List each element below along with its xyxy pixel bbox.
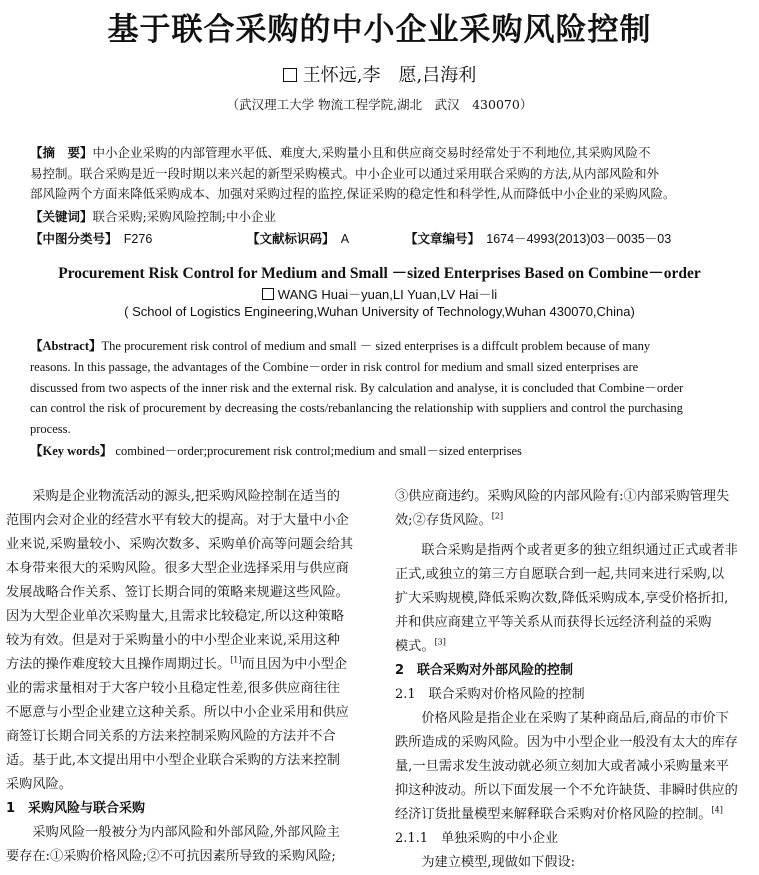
citation: [1] — [230, 655, 242, 665]
body-line: 量,一旦需求发生波动就必须立刻加大或者减小采购量来平 — [395, 759, 729, 774]
square-icon — [283, 68, 297, 82]
cn-keywords-label: 【关键词】 — [30, 209, 93, 224]
square-icon — [262, 288, 274, 300]
body-line: ③供应商违约。采购风险的内部风险有:①内部采购管理失 — [395, 489, 730, 504]
body-line: 为建立模型,现做如下假设: — [395, 855, 576, 870]
en-abstract-line-5: process. — [30, 422, 71, 437]
doc-code — [247, 229, 349, 247]
body-line: 商签订长期合同关系的方法来控制采购风险的方法并不合 — [6, 729, 336, 744]
body-line: 业来说,采购量较小、采购次数多、采购单价高等问题会给其 — [6, 537, 354, 552]
body-line — [6, 653, 376, 677]
author-line — [0, 61, 759, 87]
body-line: 抑这种波动。所以下面发展一个不允许缺货、非瞬时供应的 — [395, 783, 738, 798]
body-line-text: 模式。 — [395, 639, 435, 654]
en-keywords — [30, 441, 730, 462]
body-line: 要存在:①采购价格风险;②不可抗因素所导致的采购风险; — [6, 849, 336, 864]
cn-abstract-line-3: 部风险两个方面来降低采购成本、加强对采购过程的监控,保证采购的稳定性和科学性,从而降低中小企业的采购风险。 — [30, 186, 676, 201]
en-abstract-line-2: reasons. In this passage, the advantages of the Combine－order in risk control for medium and small sized enterprises are — [30, 359, 639, 374]
body-line: 跌所造成的采购风险。因为中小型企业一般没有太大的库存 — [395, 735, 738, 750]
cn-abstract — [30, 143, 730, 205]
affiliation: （武汉理工大学 物流工程学院,湖北 武汉 430070） — [226, 97, 533, 112]
cn-abstract-text-1: 中小企业采购的内部管理水平低、难度大,采购量小且和供应商交易时经常处于不利地位,其采购风险不 — [92, 145, 651, 160]
subsection-heading-2-1: 2.1 联合采购对价格风险的控制 — [395, 687, 585, 702]
section-heading-1: 1 采购风险与联合采购 — [6, 801, 146, 816]
body-line: 采购风险。 — [6, 777, 72, 792]
clc — [30, 229, 152, 247]
cn-abstract-label: 【摘 要】 — [30, 145, 93, 160]
clc-value: F276 — [123, 232, 153, 246]
article-no — [405, 229, 671, 247]
article-no-label: 【文章编号】 — [405, 231, 474, 246]
body-line: 本身带来很大的采购风险。很多大型企业选择采用与供应商 — [6, 561, 349, 576]
en-affiliation: ( School of Logistics Engineering,Wuhan University of Technology,Wuhan 430070,China) — [124, 304, 635, 319]
body-line: 不愿意与小型企业建立这种关系。所以中小企业采用和供应 — [6, 705, 349, 720]
en-keywords-text: combined－order;procurement risk control;medium and small－sized enterprises — [115, 444, 522, 458]
cn-abstract-line-2: 易控制。联合采购是近一段时期以来兴起的新型采购模式。中小企业可以通过采用联合采购的方法,从内部风险和外 — [30, 165, 659, 181]
body-line-text: 方法的操作难度较大且操作周期过长。 — [6, 657, 231, 672]
authors: 王怀远,李 愿,吕海利 — [302, 65, 477, 86]
en-abstract-line-4: can control the risk of procurement by decreasing the costs/rebanlancing the relationship with suppliers and control the purchasing — [30, 401, 683, 416]
paper-title: 基于联合采购的中小企业采购风险控制 — [107, 12, 652, 48]
article-no-value: 1674－4993(2013)03－0035－03 — [486, 232, 672, 246]
cn-keywords-text: 联合采购;采购风险控制;中小企业 — [92, 209, 276, 224]
citation: [4] — [711, 805, 723, 815]
cn-keywords — [30, 207, 730, 228]
cn-abstract-line-1 — [30, 143, 730, 164]
en-keywords-label: 【Key words】 — [30, 444, 113, 458]
en-title: Procurement Risk Control for Medium and Small －sized Enterprises Based on Combine－order — [58, 265, 701, 282]
body-line: 业的需求量相对于大客户较小且稳定性差,很多供应商往往 — [6, 681, 340, 696]
en-author-line — [0, 284, 759, 303]
body-left-column — [6, 485, 376, 869]
body-line: 价格风险是指企业在采购了某种商品后,商品的市价下 — [395, 711, 729, 726]
body-line: 范围内会对企业的经营水平有较大的提高。对于大量中小企 — [6, 513, 349, 528]
body-line: 适。基于此,本文提出用中小型企业联合采购的方法来控制 — [6, 753, 340, 768]
body-line: 发展战略合作关系、签订长期合同的策略来规避这些风险。 — [6, 585, 349, 600]
doc-code-value: A — [340, 232, 350, 246]
en-authors: WANG Huai－yuan,LI Yuan,LV Hai－li — [277, 287, 498, 302]
body-line — [395, 509, 755, 533]
doc-code-label: 【文献标识码】 — [247, 231, 329, 246]
body-line: 扩大采购规模,降低采购次数,降低采购成本,享受价格折扣, — [395, 591, 729, 606]
citation: [2] — [491, 511, 504, 521]
citation: [3] — [434, 637, 446, 647]
en-abstract-label: 【Abstract】 — [30, 339, 102, 353]
en-abstract — [30, 336, 730, 440]
body-line: 较为有效。但是对于采购量小的中小型企业来说,采用这种 — [6, 633, 340, 648]
body-line-text: 效;②存货风险。 — [395, 513, 492, 528]
body-line: 联合采购是指两个或者更多的独立组织通过正式或者非 — [395, 543, 738, 558]
body-line-text: 而且因为中小型企 — [241, 657, 348, 672]
en-abstract-text-1: The procurement risk control of medium and small － sized enterprises is a diffcult problem because of many — [101, 339, 651, 353]
body-line: 因为大型企业单次采购量大,且需求比较稳定,所以这种策略 — [6, 609, 345, 624]
en-abstract-line-3: discussed from two aspects of the inner risk and the external risk. By calculation and analyse, it is concluded that Combine－order — [30, 380, 684, 395]
body-line: 采购是企业物流活动的源头,把采购风险控制在适当的 — [6, 489, 340, 504]
subsection-heading-2-1-1: 2.1.1 单独采购的中小企业 — [395, 831, 559, 846]
body-line-text: 经济订货批量模型来解释联合采购对价格风险的控制。 — [395, 807, 712, 822]
body-line: 正式,或独立的第三方自愿联合到一起,共同来进行采购,以 — [395, 567, 725, 582]
body-right-column — [395, 485, 755, 875]
body-line: 并和供应商建立平等关系从而获得长远经济利益的采购 — [395, 615, 712, 630]
en-abstract-line-1 — [30, 336, 730, 357]
body-line: 采购风险一般被分为内部风险和外部风险,外部风险主 — [6, 825, 340, 840]
section-heading-2: 2 联合采购对外部风险的控制 — [395, 663, 574, 678]
body-line — [395, 803, 755, 827]
body-line — [395, 635, 755, 659]
clc-label: 【中图分类号】 — [30, 231, 112, 246]
